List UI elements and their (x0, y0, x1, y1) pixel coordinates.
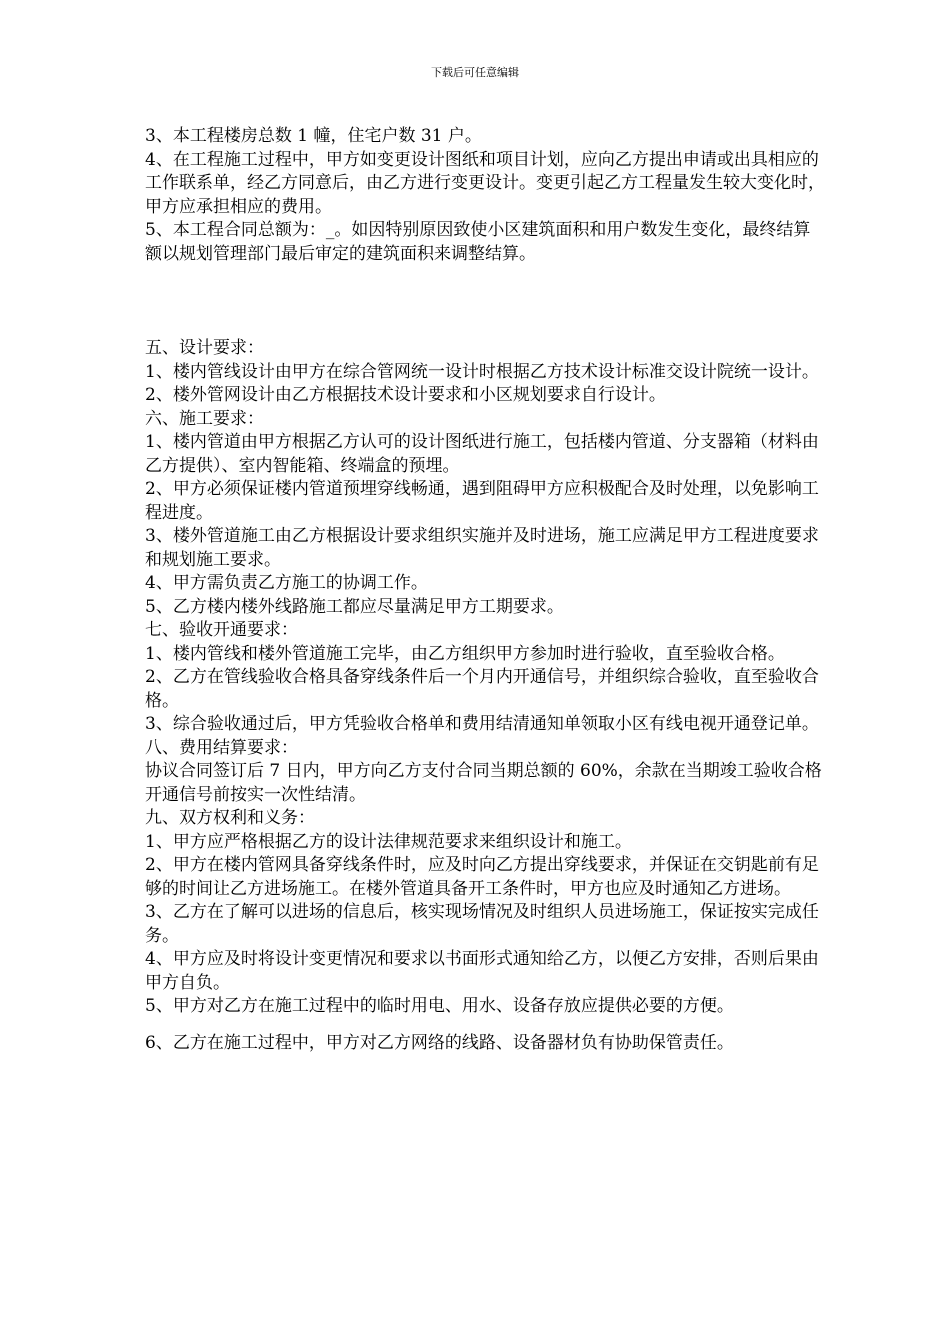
clause-paragraph: 5、本工程合同总额为：_。如因特别原因致使小区建筑面积和用户数发生变化，最终结算额以规划管理部门最后审定的建筑面积来调整结算。 (145, 220, 811, 264)
clause-paragraph: 2、甲方在楼内管网具备穿线条件时，应及时向乙方提出穿线要求，并保证在交钥匙前有足够的时间让乙方进场施工。在楼外管道具备开工条件时，甲方也应及时通知乙方进场。 (145, 855, 819, 899)
section-heading: 八、费用结算要求： (145, 737, 298, 758)
clause-paragraph: 2、乙方在管线验收合格具备穿线条件后一个月内开通信号，并组织综合验收，直至验收合格。 (145, 667, 819, 711)
section-heading: 六、施工要求： (145, 408, 264, 429)
clause-paragraph: 4、在工程施工过程中，甲方如变更设计图纸和项目计划，应向乙方提出申请或出具相应的工作联系单，经乙方同意后，由乙方进行变更设计。变更引起乙方工程量发生较大变化时，甲方应承担相应的费用。 (145, 149, 825, 217)
clause-paragraph: 3、本工程楼房总数 1 幢，住宅户数 31 户。 (145, 126, 482, 146)
clause-paragraph: 3、综合验收通过后，甲方凭验收合格单和费用结清通知单领取小区有线电视开通登记单。 (145, 714, 819, 734)
clause-paragraph: 1、楼内管线设计由甲方在综合管网统一设计时根据乙方技术设计标准交设计院统一设计。 (145, 361, 819, 382)
contract-clauses-block (145, 125, 825, 266)
clause-paragraph: 2、楼外管网设计由乙方根据技术设计要求和小区规划要求自行设计。 (145, 385, 666, 405)
requirements-block (145, 337, 825, 1019)
final-clause-block (145, 1032, 825, 1056)
clause-paragraph: 6、乙方在施工过程中，甲方对乙方网络的线路、设备器材负有协助保管责任。 (145, 1032, 734, 1053)
clause-paragraph: 4、甲方需负责乙方施工的协调工作。 (145, 573, 428, 593)
clause-paragraph: 2、甲方必须保证楼内管道预埋穿线畅通，遇到阻碍甲方应积极配合及时处理，以免影响工程进度。 (145, 479, 819, 523)
spacer (145, 1019, 825, 1032)
clause-paragraph: 1、楼内管道由甲方根据乙方认可的设计图纸进行施工，包括楼内管道、分支器箱（材料由乙方提供）、室内智能箱、终端盒的预埋。 (145, 432, 819, 476)
spacer (145, 266, 825, 337)
clause-paragraph: 4、甲方应及时将设计变更情况和要求以书面形式通知给乙方，以便乙方安排，否则后果由甲方自负。 (145, 949, 819, 993)
clause-paragraph: 1、甲方应严格根据乙方的设计法律规范要求来组织设计和施工。 (145, 831, 632, 852)
clause-paragraph: 1、楼内管线和楼外管道施工完毕，由乙方组织甲方参加时进行验收，直至验收合格。 (145, 643, 785, 664)
section-heading: 七、验收开通要求： (145, 620, 298, 640)
section-heading: 九、双方权利和义务： (145, 808, 315, 828)
page-header: 下载后可任意编辑 (431, 66, 519, 79)
clause-paragraph: 3、乙方在了解可以进场的信息后，核实现场情况及时组织人员进场施工，保证按实完成任务。 (145, 902, 819, 946)
clause-paragraph: 协议合同签订后 7 日内，甲方向乙方支付合同当期总额的 60%，余款在当期竣工验收合格开通信号前按实一次性结清。 (145, 761, 822, 805)
clause-paragraph: 5、乙方楼内楼外线路施工都应尽量满足甲方工期要求。 (145, 596, 564, 617)
section-heading: 五、设计要求： (145, 338, 264, 358)
clause-paragraph: 5、甲方对乙方在施工过程中的临时用电、用水、设备存放应提供必要的方便。 (145, 996, 734, 1016)
document-body (145, 125, 825, 1055)
clause-paragraph: 3、楼外管道施工由乙方根据设计要求组织实施并及时进场，施工应满足甲方工程进度要求和规划施工要求。 (145, 526, 819, 570)
